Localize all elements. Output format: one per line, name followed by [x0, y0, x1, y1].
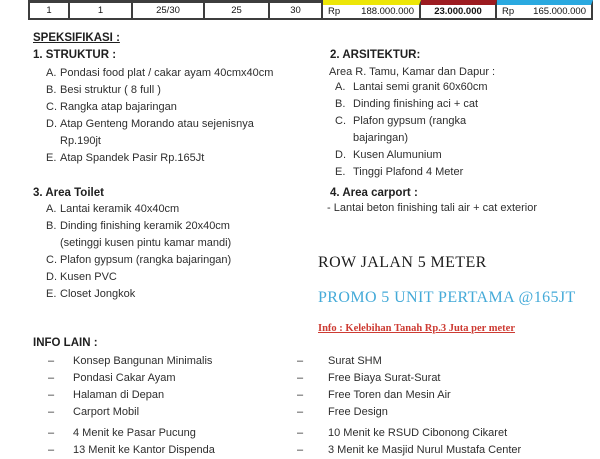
item-text: Pondasi Cakar Ayam	[73, 372, 176, 384]
toilet-heading: 3. Area Toilet	[33, 187, 104, 199]
list-item	[46, 116, 336, 133]
item-text: Plafon gypsum (rangka bajaringan)	[60, 254, 232, 266]
info-lain-left-list	[33, 353, 328, 459]
table-cell-price-normal	[323, 0, 421, 20]
cell-value: 25/30	[156, 5, 180, 16]
table-cell-land	[270, 0, 323, 20]
struktur-heading: 1. STRUKTUR :	[33, 49, 117, 61]
list-item	[297, 353, 597, 370]
item-text: Kusen Alumunium	[353, 149, 442, 161]
dash-marker: –	[48, 389, 55, 401]
list-item	[335, 147, 600, 164]
table-cell-price-promo	[497, 0, 593, 20]
list-item	[46, 286, 336, 303]
dash-marker: –	[48, 444, 55, 456]
item-marker: A.	[335, 81, 346, 93]
item-text: Atap Genteng Morando atau sejenisnya	[60, 118, 254, 130]
item-marker: D.	[46, 271, 57, 283]
table-cell-discount	[421, 0, 497, 20]
cell-value: 23.000.000	[434, 6, 482, 17]
kelebihan-tanah-note: Info : Kelebihan Tanah Rp.3 Juta per meter	[318, 323, 515, 334]
item-text: Halaman di Depan	[73, 389, 165, 401]
item-text: Free Biaya Surat-Surat	[328, 372, 441, 384]
dash-marker: –	[297, 355, 304, 367]
item-text: Lantai keramik 40x40cm	[60, 203, 180, 215]
item-text: Konsep Bangunan Minimalis	[73, 355, 213, 367]
info-lain-right-list	[295, 353, 597, 459]
item-text: Closet Jongkok	[60, 288, 136, 300]
item-text: Besi struktur ( 8 full )	[60, 84, 161, 96]
item-text: Free Toren dan Mesin Air	[328, 389, 451, 401]
item-text: Atap Spandek Pasir Rp.165Jt	[60, 152, 205, 164]
item-text: 10 Menit ke RSUD Cibonong Cikaret	[328, 427, 508, 439]
item-text: Lantai semi granit 60x60cm	[353, 81, 488, 93]
item-marker: E.	[335, 166, 346, 178]
list-item	[46, 218, 336, 235]
list-item	[48, 353, 328, 370]
item-marker: B.	[335, 98, 346, 110]
item-text: Rp.190jt	[60, 135, 101, 147]
item-text: 4 Menit ke Pasar Pucung	[73, 427, 196, 439]
item-marker	[46, 133, 60, 150]
table-cell-count	[70, 0, 133, 20]
list-item-continuation	[46, 133, 336, 150]
item-text: 3 Menit ke Masjid Nurul Mustafa Center	[328, 444, 522, 456]
list-item	[46, 82, 336, 99]
cell-value: 165.000.000	[533, 6, 586, 17]
arsitektur-heading: 2. ARSITEKTUR:	[330, 49, 421, 61]
item-marker: D.	[335, 149, 346, 161]
item-marker: B.	[46, 220, 57, 232]
list-item	[46, 201, 336, 218]
item-text: Carport Mobil	[73, 406, 140, 418]
item-marker: E.	[46, 288, 57, 300]
item-marker: A.	[46, 67, 57, 79]
cell-value: 25	[231, 5, 242, 16]
item-marker: E.	[46, 152, 57, 164]
carport-heading: 4. Area carport :	[330, 187, 418, 199]
item-text: Surat SHM	[328, 355, 382, 367]
item-marker	[335, 130, 353, 147]
list-item	[297, 370, 597, 387]
dash-marker: –	[48, 427, 55, 439]
list-item	[48, 387, 328, 404]
list-item	[46, 269, 336, 286]
item-text: Tinggi Plafond 4 Meter	[353, 166, 464, 178]
dash-marker: –	[297, 444, 304, 456]
dash-marker: –	[297, 372, 304, 384]
list-item-continuation	[335, 130, 600, 147]
item-text: Pondasi food plat / cakar ayam 40cmx40cm	[60, 67, 274, 79]
list-item	[297, 404, 597, 421]
list-item-clipped	[48, 442, 328, 459]
item-marker: C.	[46, 101, 57, 113]
promo-heading: PROMO 5 UNIT PERTAMA @165JT	[318, 289, 576, 306]
carport-line: - Lantai beton finishing tali air + cat exterior	[327, 202, 538, 214]
item-marker: C.	[335, 115, 346, 127]
cell-value: 188.000.000	[361, 6, 414, 17]
cell-value: 1	[46, 5, 52, 16]
table-cell-unit	[28, 0, 70, 20]
list-item	[48, 404, 328, 421]
list-item	[46, 65, 336, 82]
dash-marker: –	[48, 372, 55, 384]
toilet-list	[33, 201, 336, 303]
item-text: (setinggi kusen pintu kamar mandi)	[60, 237, 232, 249]
dash-marker: –	[297, 427, 304, 439]
struktur-list	[33, 65, 336, 167]
list-item	[48, 425, 328, 442]
spec-title: SPEKSIFIKASI :	[33, 32, 120, 44]
dash-marker: –	[297, 406, 304, 418]
info-lain-heading: INFO LAIN :	[33, 337, 98, 349]
item-text: 13 Menit ke Kantor Dispenda	[73, 444, 215, 456]
list-item	[46, 99, 336, 116]
currency-label: Rp	[502, 6, 515, 17]
item-text: Kusen PVC	[60, 271, 117, 283]
currency-label: Rp	[328, 6, 341, 17]
item-text: bajaringan)	[353, 132, 409, 144]
item-marker: B.	[46, 84, 57, 96]
dash-marker: –	[48, 406, 55, 418]
list-item	[48, 370, 328, 387]
list-item	[335, 96, 600, 113]
list-item	[297, 387, 597, 404]
item-text: Dinding finishing keramik 20x40cm	[60, 220, 230, 232]
table-cell-type	[133, 0, 205, 20]
dash-marker: –	[297, 389, 304, 401]
list-item	[335, 79, 600, 96]
item-marker: A.	[46, 203, 57, 215]
dash-marker: –	[48, 355, 55, 367]
list-item	[297, 425, 597, 442]
item-text: Dinding finishing aci + cat	[353, 98, 479, 110]
list-item	[46, 252, 336, 269]
cell-value: 30	[290, 5, 301, 16]
table-cell-building	[205, 0, 270, 20]
item-marker: D.	[46, 118, 57, 130]
item-text: Free Design	[328, 406, 388, 418]
arsitektur-subheading: Area R. Tamu, Kamar dan Dapur :	[329, 66, 496, 78]
arsitektur-list	[330, 79, 600, 181]
price-table-row	[28, 0, 593, 20]
item-marker: C.	[46, 254, 57, 266]
item-text: Rangka atap bajaringan	[60, 101, 177, 113]
item-marker	[46, 235, 60, 252]
item-text: Plafon gypsum (rangka	[353, 115, 467, 127]
list-item-continuation	[46, 235, 336, 252]
row-jalan-heading: ROW JALAN 5 METER	[318, 254, 487, 271]
list-item	[335, 113, 600, 130]
cell-value: 1	[97, 5, 104, 16]
list-item-clipped	[297, 442, 597, 459]
list-item	[335, 164, 600, 181]
list-item	[46, 150, 336, 167]
